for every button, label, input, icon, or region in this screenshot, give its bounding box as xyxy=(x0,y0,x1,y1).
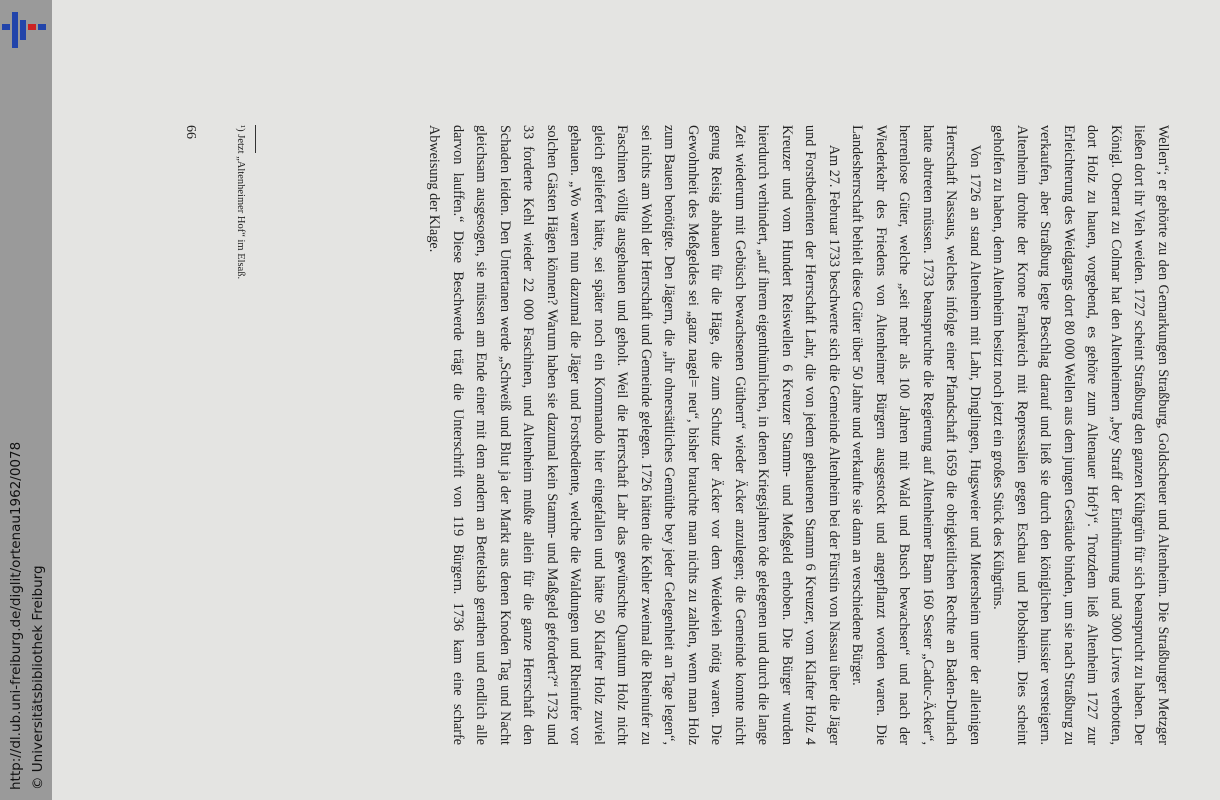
paragraph-2: Von 1726 an stand Altenheim mit Lahr, Dinglingen, Hugsweier und Mietersheim unter der alleinigen Herrschaft Nassaus, welches infolge einer Pfandschaft 1659 die obrigkeitlichen Rechte an Baden-Durlach hatte abtreten müssen. 1733 beanspruchte die Regierung auf Altenheimer Bann 160 Sester „Caduc-Äcker“, herrenlose Güter, welche „seit mehr als 100 Jahren mit Wald und Busch bewachsen“ und nach der Wiederkehr des Friedens von Altenheimer Bürgern ausgestockt und angepflanzt worden waren. Die Landesherrschaft behielt diese Güter über 50 Jahre und verkaufte sie dann an verschiedene Bürger. xyxy=(849,125,983,745)
page-body-text xyxy=(422,125,1174,745)
paragraph-3: Am 27. Februar 1733 beschwerte sich die Gemeinde Altenheim bei der Fürstin von Nassau über die Jäger und Forstbedienten der Herrschaft Lahr, die von jedem gehauenen Stamm 6 Kreuzer, vom Klafter Holz 4 Kreuzer und vom Hundert Reiswellen 6 Kreuzer Stamm- und Meßgeld erhoben. Die Bürger wurden hierdurch verhindert, „auf ihrem eigenthümlichen, in denen Kriegsjahren öde gelegenen und durch die lange Zeit wiederum mit Gebüsch bewachsenen Güthern“ wieder Äcker anzulegen; die Gemeinde konnte nicht genug Reisig abhauen für die Häge, die zum Schutz der Äcker vor dem Weidevieh nötig waren. Die Gewohnheit des Meßgeldes sei „ganz nagel= neu“, bisher brauchte man nichts zu zahlen, wenn man Holz zum Bauen benötigte. Den Jägern, die „ihr ohnersättliches Gemüthe bey jeder Gelegenheit an Tage legen“, sei nichts am Wohl der Herrschaft und Gemeinde gelegen. 1726 hätten die Kehler zweimal die Rheinufer zu Faschinen völlig ausgehauen und geholt. Weil die Herrschaft Lahr das gewünschte Quantum Holz nicht gleich geliefert hätte, sei später noch ein Kommando hier eingefallen und hätte 50 Klafter Holz zuviel gehauen. „Wo waren nun dazumal die Jäger und Forstbediente, welche die Waldungen und Rheinufer vor solchen Gästen Hägen können? Warum haben sie dazumal kein Stamm- und Maßgeld gefordert?“ 1732 und 33 forderte Kehl wieder 22 000 Faschinen, und Altenheim mußte allein für die ganze Herrschaft den Schaden leiden. Den Untertanen werde „Schweiß und Blut ja der Markt aus denen Knoden Tag und Nacht gleichsam ausgesogen, sie müssen am Ende einer mit dem andern an Bettelstab gerathen und endlich alle darvon lauffen.“ Diese Beschwerde trägt die Unterschrift von 119 Bürgern. 1736 kam eine scharfe Abweisung der Klage. xyxy=(426,125,842,745)
copyright-notice: © Universitätsbibliothek Freiburg xyxy=(30,565,46,790)
paragraph-1: Wellen“; er gehörte zu den Gemarkungen Straßburg, Goldscheuer und Altenheim. Die Straßburger Metzger ließen dort ihr Vieh weiden. 1727 scheint Straßburg den ganzen Kühgrün für sich beansprucht zu haben. Der Königl. Oberrat zu Colmar hat den Altenheimern „bey Straff der Einthürmung und 3000 Livres verbotten, dort Holz zu hauen, vorgebend, es gehöre zum Altenauer Hof¹)“. Trotzdem ließ Altenheim 1727 zur Erleichterung des Weidgangs dort 80 000 Wellen aus dem jungen Gestäude binden, um sie nach Straßburg zu verkaufen, aber Straßburg legte Beschlag darauf und ließ sie durch den königlichen huissier versteigern. Altenheim drohte der Krone Frankreich mit Repressalien gegen Eschau und Plobsheim. Dies scheint geholfen zu haben, denn Altenheim besitzt noch jetzt ein großes Stück des Kühgrüns. xyxy=(990,125,1171,745)
viewer-sidebar xyxy=(0,0,52,800)
rotated-page-content xyxy=(174,125,1174,745)
scanned-page xyxy=(52,0,1220,800)
footnote: ¹) Jetzt „Altenheimer Hof“ im Elsaß. xyxy=(235,125,246,280)
document-url-link[interactable]: http://dl.ub.uni-freiburg.de/diglit/ortenau1962/0078 xyxy=(8,441,24,790)
footnote-divider xyxy=(255,125,256,153)
page-number: 66 xyxy=(183,125,198,139)
